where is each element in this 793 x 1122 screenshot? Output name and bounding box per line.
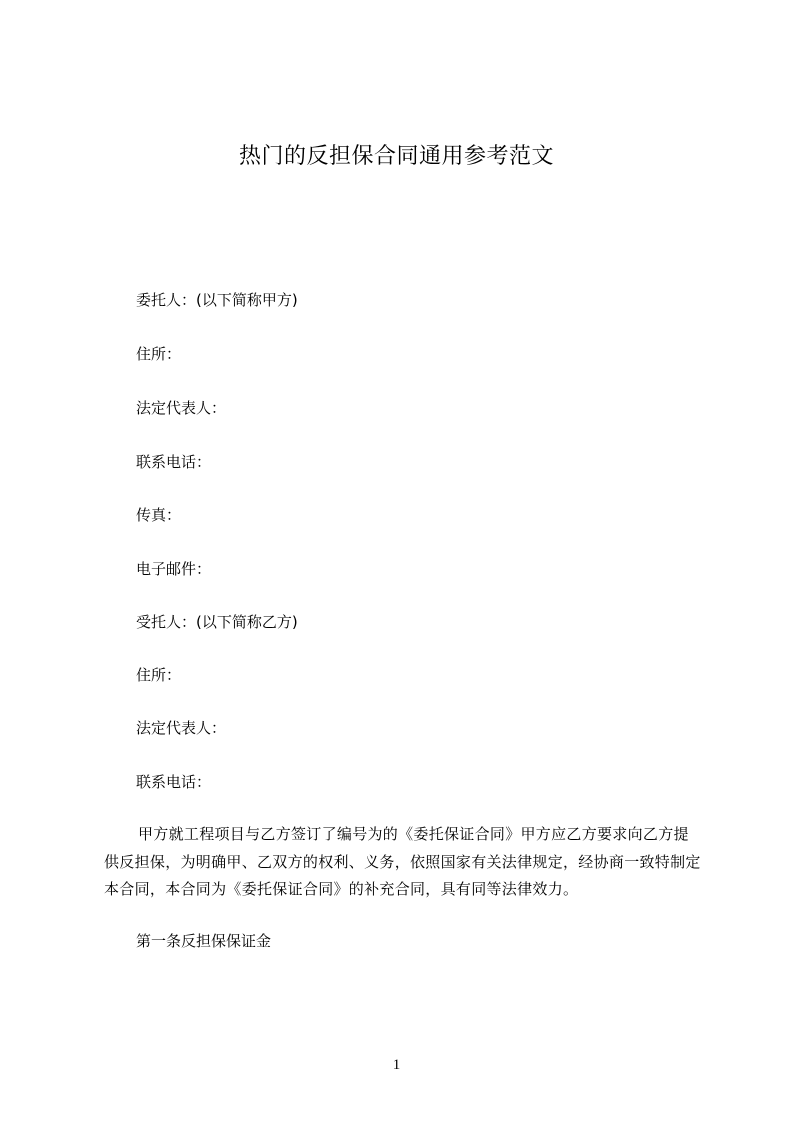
body-paragraph: 甲方就工程项目与乙方签订了编号为的《委托保证合同》甲方应乙方要求向乙方提供反担保，为明确甲、乙双方的权利、义务，依照国家有关法律规定，经协商一致特制定本合同，本合同为《委托保证合同》的补充合同，具有同等法律效力。 (104, 825, 701, 898)
field-trustee: 受托人：(以下简称乙方) (136, 613, 298, 631)
field-principal-legal-rep: 法定代表人： (136, 399, 227, 417)
field-trustee-legal-rep: 法定代表人： (136, 719, 227, 737)
field-principal: 委托人：(以下简称甲方) (136, 291, 298, 309)
page-number: 1 (392, 1057, 401, 1073)
document-title: 热门的反担保合同通用参考范文 (238, 144, 554, 169)
field-principal-email: 电子邮件： (136, 560, 212, 578)
section-heading: 第一条反担保保证金 (136, 932, 272, 950)
field-trustee-address: 住所： (136, 666, 182, 684)
field-principal-phone: 联系电话： (136, 453, 212, 471)
field-principal-address: 住所： (136, 345, 182, 363)
field-principal-fax: 传真： (136, 506, 182, 524)
field-trustee-phone: 联系电话： (136, 773, 212, 791)
